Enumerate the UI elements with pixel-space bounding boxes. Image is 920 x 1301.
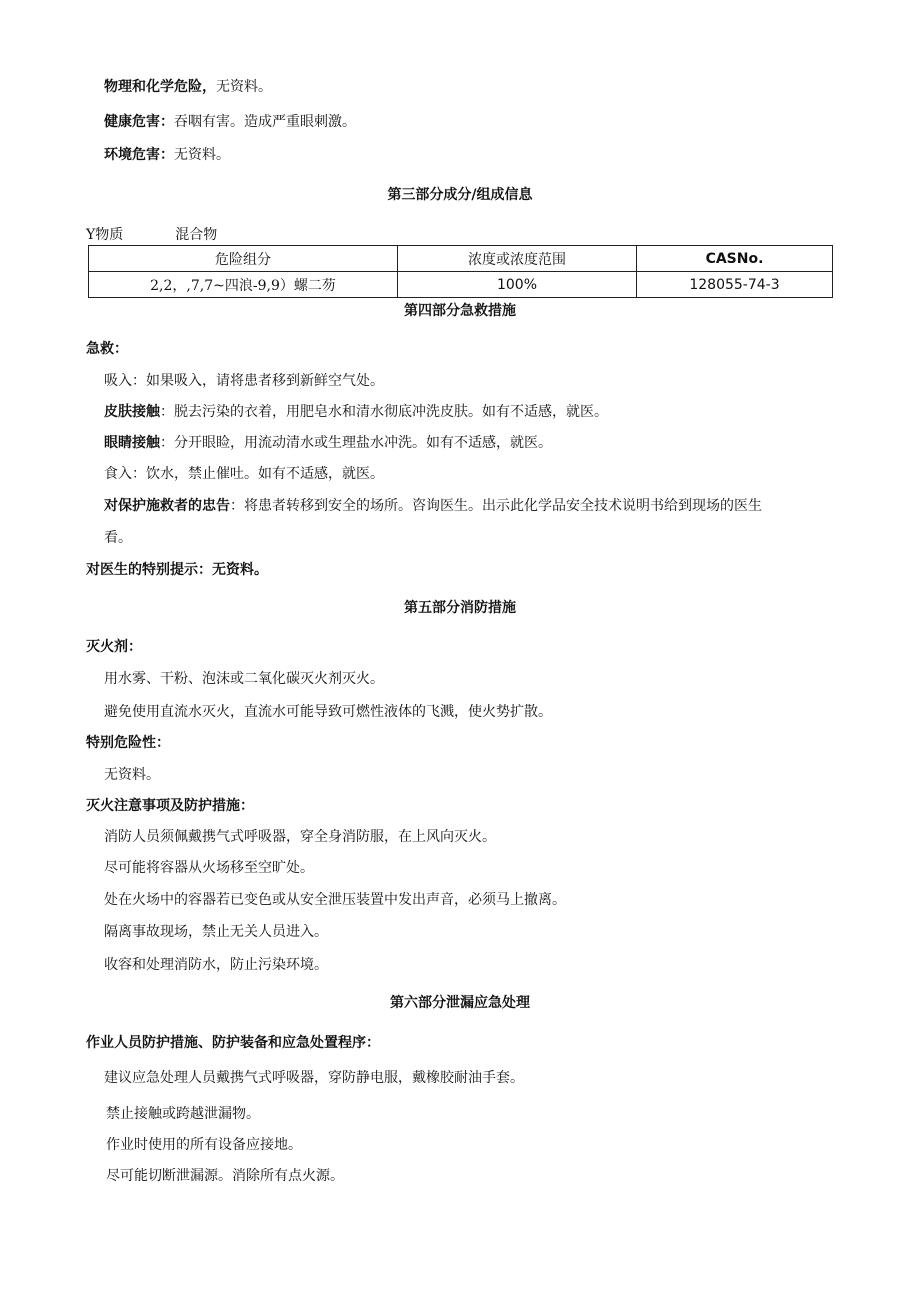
eye-contact-label: 眼睛接触 bbox=[104, 435, 160, 451]
firefighting-precaution-label: 灭火注意事项及防护措施： bbox=[86, 798, 254, 814]
skin-contact-text: ：脱去污染的衣着，用肥皂水和清水彻底冲洗皮肤。如有不适感，就医。 bbox=[160, 404, 608, 420]
env-hazard bbox=[104, 145, 230, 165]
first-aid-label: 急救： bbox=[86, 341, 128, 357]
phys-chem-hazard bbox=[104, 77, 272, 97]
list-item: 建议应急处理人员戴携气式呼吸器，穿防静电服，戴橡胶耐油手套。 bbox=[104, 1070, 524, 1086]
rescuer-advice-text: ：将患者转移到安全的场所。咨询医生。出示此化学品安全技术说明书给到现场的医生 bbox=[230, 498, 762, 514]
health-hazard-text: 吞咽有害。造成严重眼刺激。 bbox=[174, 114, 356, 130]
personnel-protection-label: 作业人员防护措施、防护装备和应急处置程序： bbox=[86, 1035, 380, 1051]
list-item: 禁止接触或跨越泄漏物。 bbox=[106, 1106, 260, 1122]
eye-contact bbox=[104, 433, 552, 453]
header-concentration: 浓度或浓度范围 bbox=[398, 246, 637, 272]
rescuer-advice-cont: 看。 bbox=[104, 530, 132, 546]
list-item: 收容和处理消防水，防止污染环境。 bbox=[104, 957, 328, 973]
special-hazard-text: 无资料。 bbox=[104, 767, 160, 783]
composition-table bbox=[88, 245, 833, 298]
list-item: 作业时使用的所有设备应接地。 bbox=[106, 1137, 302, 1153]
inhalation-text: 吸入：如果吸入，请将患者移到新鲜空气处。 bbox=[104, 373, 384, 389]
list-item: 尽可能将容器从火场移至空旷处。 bbox=[104, 860, 314, 876]
list-item: 避免使用直流水灭火，直流水可能导致可燃性液体的飞溅，使火势扩散。 bbox=[104, 704, 552, 720]
list-item: 处在火场中的容器若已变色或从安全泄压装置中发出声音，必须马上撤离。 bbox=[104, 892, 566, 908]
special-hazard-label: 特别危险性： bbox=[86, 735, 170, 751]
list-item: 用水雾、干粉、泡沫或二氧化碳灭火剂灭火。 bbox=[104, 671, 384, 687]
cell-cas: 128055-74-3 bbox=[637, 272, 833, 298]
ingestion-text: 食入：饮水，禁止催吐。如有不适感，就医。 bbox=[104, 466, 384, 482]
header-cas: CASNo. bbox=[637, 246, 833, 272]
cell-component: 2,2，,7,7~四浪-9,9）螺二芴 bbox=[89, 272, 398, 298]
phys-chem-hazard-text: 无资料。 bbox=[216, 79, 272, 95]
substance-type bbox=[86, 225, 217, 245]
env-hazard-label: 环境危害： bbox=[104, 147, 174, 163]
list-item: 消防人员须佩戴携气式呼吸器，穿全身消防服，在上风向灭火。 bbox=[104, 829, 496, 845]
substance-type-value: 混合物 bbox=[175, 227, 218, 243]
list-item: 尽可能切断泄漏源。消除所有点火源。 bbox=[106, 1168, 344, 1184]
extinguishing-agent-label: 灭火剂： bbox=[86, 639, 142, 655]
section4-title: 第四部分急救措施 bbox=[404, 303, 516, 319]
rescuer-advice bbox=[104, 496, 762, 516]
skin-contact bbox=[104, 402, 608, 422]
header-component: 危险组分 bbox=[89, 246, 398, 272]
doctor-note: 对医生的特别提示：无资料。 bbox=[86, 562, 268, 578]
phys-chem-hazard-label: 物理和化学危险， bbox=[104, 79, 216, 95]
health-hazard-label: 健康危害： bbox=[104, 114, 174, 130]
eye-contact-text: ：分开眼睑，用流动清水或生理盐水冲洗。如有不适感，就医。 bbox=[160, 435, 552, 451]
list-item: 隔离事故现场，禁止无关人员进入。 bbox=[104, 924, 328, 940]
cell-concentration: 100% bbox=[398, 272, 637, 298]
section3-title: 第三部分成分/组成信息 bbox=[387, 187, 533, 203]
composition-header-row bbox=[89, 246, 833, 272]
health-hazard bbox=[104, 112, 356, 132]
section6-title: 第六部分泄漏应急处理 bbox=[390, 995, 530, 1011]
skin-contact-label: 皮肤接触 bbox=[104, 404, 160, 420]
rescuer-advice-label: 对保护施救者的忠告 bbox=[104, 498, 230, 514]
section5-title: 第五部分消防措施 bbox=[404, 600, 516, 616]
substance-type-label: Y物质 bbox=[86, 227, 124, 243]
table-row bbox=[89, 272, 833, 298]
env-hazard-text: 无资料。 bbox=[174, 147, 230, 163]
